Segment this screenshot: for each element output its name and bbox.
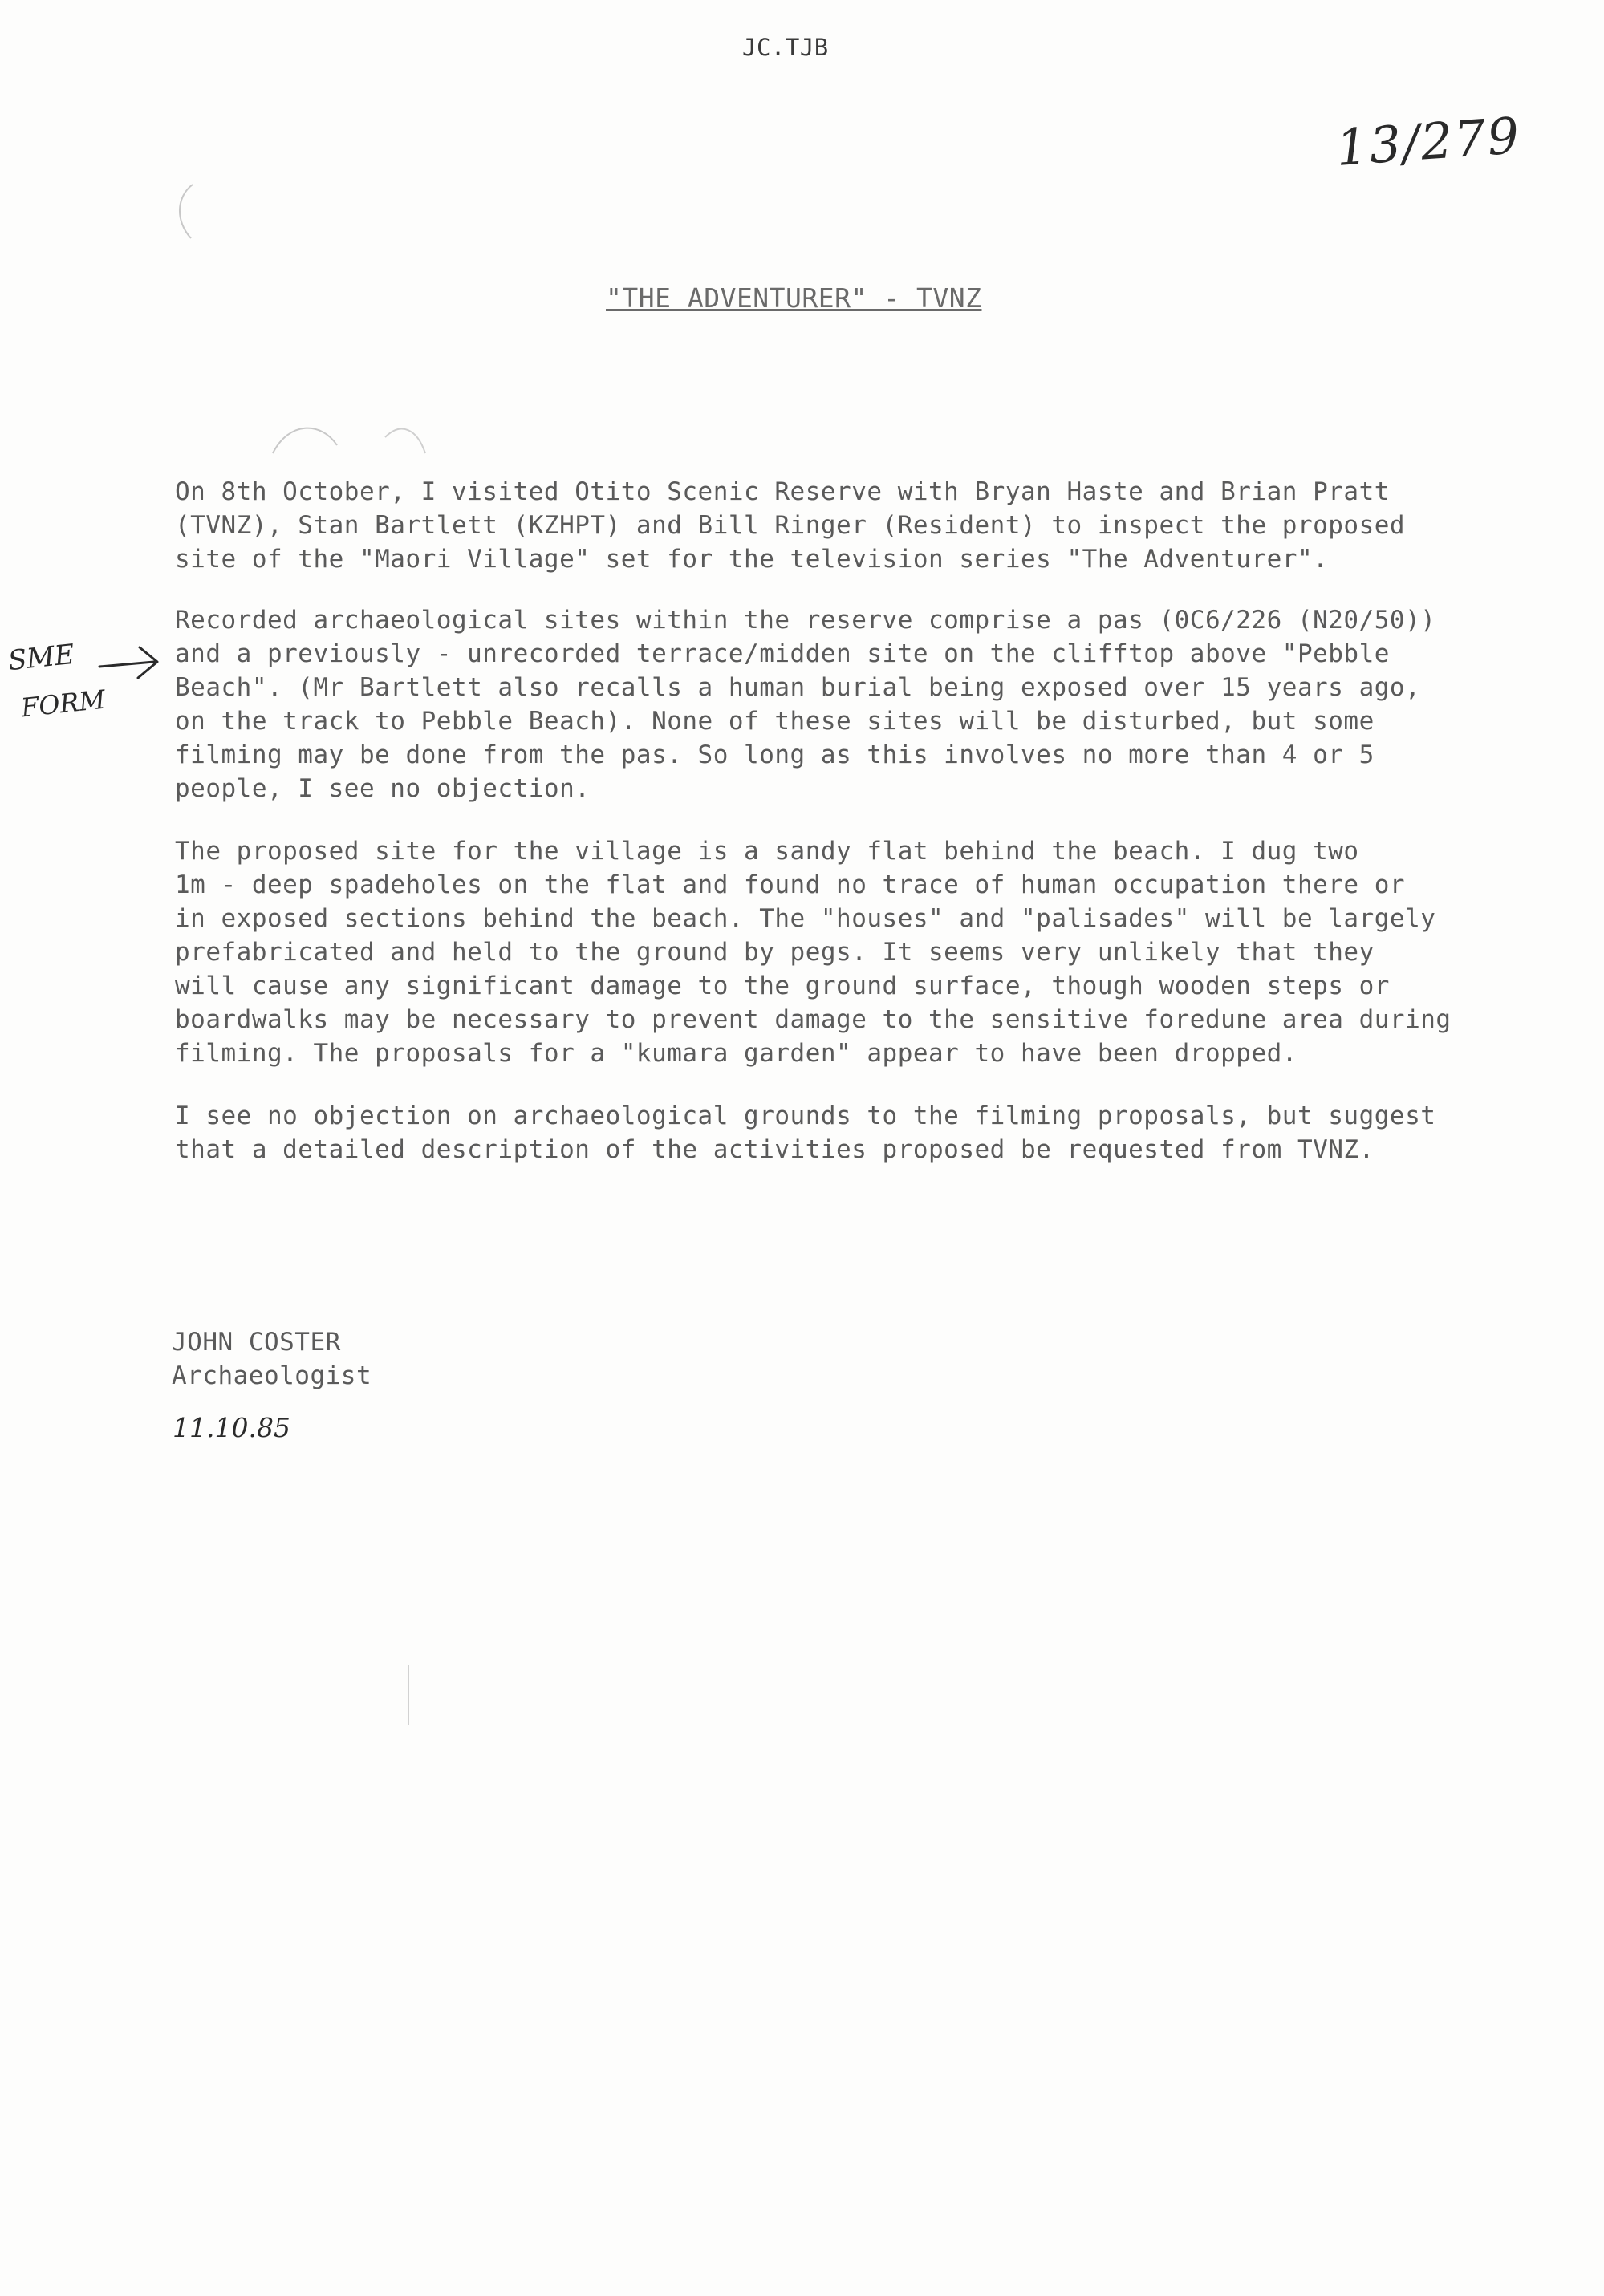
paragraph-line: in exposed sections behind the beach. The "houses" and "palisades" will be largely bbox=[175, 904, 1436, 933]
paragraph-line: that a detailed description of the activities proposed be requested from TVNZ. bbox=[175, 1135, 1375, 1164]
paragraph-line: filming. The proposals for a "kumara garden" appear to have been dropped. bbox=[175, 1039, 1297, 1068]
scan-smudge-top-left bbox=[169, 181, 201, 245]
paragraph-line: filming may be done from the pas. So long as this involves no more than 4 or 5 bbox=[175, 740, 1375, 769]
paragraph-line: (TVNZ), Stan Bartlett (KZHPT) and Bill Ringer (Resident) to inspect the proposed bbox=[175, 511, 1406, 540]
paragraph-line: Recorded archaeological sites within the reserve comprise a pas (0C6/226 (N20/50)) bbox=[175, 606, 1436, 635]
paragraph-proposed-site bbox=[175, 834, 1531, 1070]
paragraph-line: The proposed site for the village is a sandy flat behind the beach. I dug two bbox=[175, 837, 1359, 866]
paragraph-line: boardwalks may be necessary to prevent damage to the sensitive foredune area during bbox=[175, 1005, 1452, 1034]
signature-name: JOHN COSTER bbox=[172, 1328, 341, 1357]
handwritten-date: 11.10.85 bbox=[173, 1412, 290, 1443]
paragraph-line: site of the "Maori Village" set for the television series "The Adventurer". bbox=[175, 545, 1329, 574]
paragraph-line: I see no objection on archaeological grounds to the filming proposals, but suggest bbox=[175, 1101, 1436, 1130]
paragraph-line: people, I see no objection. bbox=[175, 774, 591, 803]
margin-annotation-sme: SME bbox=[6, 638, 76, 678]
paragraph-visit bbox=[175, 475, 1531, 576]
paragraph-line: and a previously - unrecorded terrace/midden site on the clifftop above "Pebble bbox=[175, 639, 1390, 668]
signature-title: Archaeologist bbox=[172, 1361, 372, 1390]
paragraph-line: Beach". (Mr Bartlett also recalls a human burial being exposed over 15 years ago, bbox=[175, 673, 1421, 702]
margin-annotation-form: FORM bbox=[19, 684, 107, 724]
paragraph-line: 1m - deep spadeholes on the flat and found no trace of human occupation there or bbox=[175, 870, 1406, 899]
paragraph-line: On 8th October, I visited Otito Scenic Reserve with Bryan Haste and Brian Pratt bbox=[175, 477, 1390, 506]
paragraph-line: prefabricated and held to the ground by pegs. It seems very unlikely that they bbox=[175, 938, 1375, 967]
paragraph-conclusion bbox=[175, 1099, 1531, 1166]
paragraph-recorded-sites bbox=[175, 603, 1531, 805]
document-title: "THE ADVENTURER" - TVNZ bbox=[606, 282, 982, 314]
arrow-right-icon bbox=[96, 638, 169, 686]
handwritten-file-number: 13/279 bbox=[1334, 106, 1523, 177]
reference-code: JC.TJB bbox=[742, 34, 829, 61]
paragraph-line: will cause any significant damage to the ground surface, though wooden steps or bbox=[175, 972, 1390, 1000]
scan-mark-vertical-line bbox=[405, 1665, 412, 1729]
scan-smudge-near-first-paragraph bbox=[265, 405, 441, 469]
paragraph-line: on the track to Pebble Beach). None of these sites will be disturbed, but some bbox=[175, 707, 1375, 736]
